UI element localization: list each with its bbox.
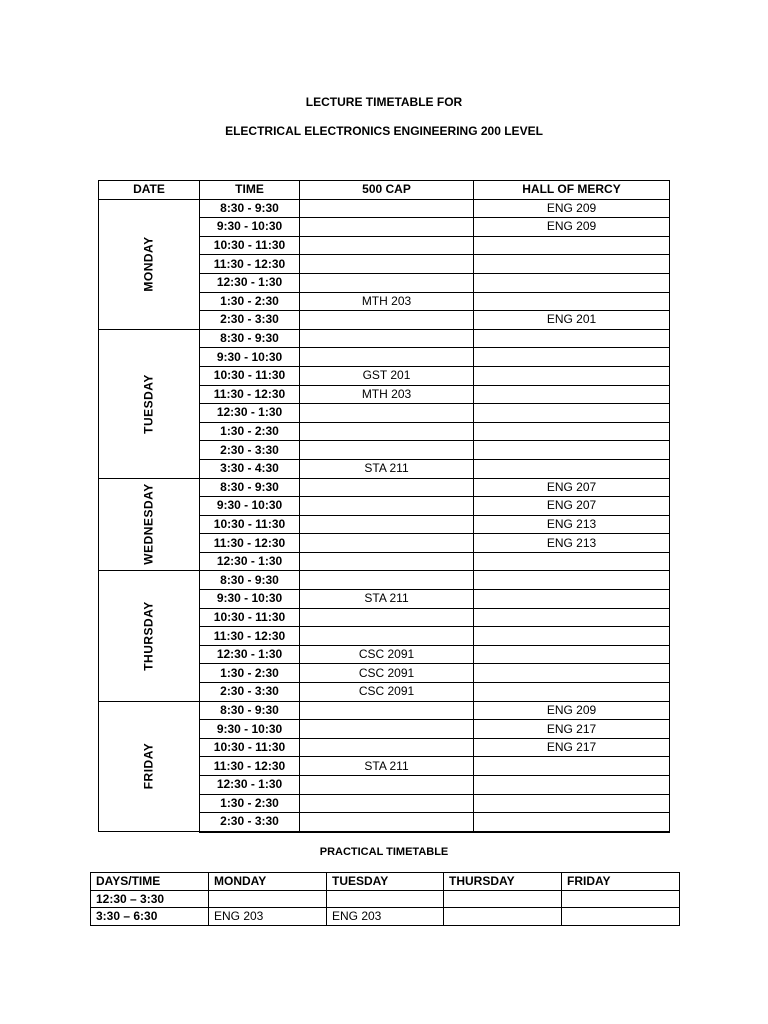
practical-title: PRACTICAL TIMETABLE [319,846,449,858]
practical-timetable [90,872,680,926]
cap-cell [300,813,474,832]
hall-cell: ENG 201 [474,311,670,330]
hall-cell [474,404,670,423]
practical-cell [444,908,562,926]
cap-cell [300,738,474,757]
time-cell: 3:30 - 4:30 [200,459,300,478]
time-cell: 10:30 - 11:30 [200,515,300,534]
hall-cell [474,422,670,441]
time-cell: 1:30 - 2:30 [200,664,300,683]
cap-cell [300,478,474,497]
lecture-header-row [99,181,670,200]
cap-cell: STA 211 [300,757,474,776]
cap-cell [300,534,474,553]
cap-cell: CSC 2091 [300,683,474,702]
cap-cell [300,329,474,348]
cap-cell [300,608,474,627]
cap-cell [300,404,474,423]
header-time: TIME [200,181,300,200]
time-cell: 2:30 - 3:30 [200,683,300,702]
practical-time-label: 3:30 – 6:30 [91,908,209,926]
hall-cell: ENG 207 [474,497,670,516]
hall-cell [474,757,670,776]
time-cell: 8:30 - 9:30 [200,199,300,218]
time-cell: 8:30 - 9:30 [200,571,300,590]
hall-cell [474,627,670,646]
time-cell: 10:30 - 11:30 [200,738,300,757]
time-cell: 9:30 - 10:30 [200,720,300,739]
hall-cell: ENG 209 [474,218,670,237]
cap-cell: GST 201 [300,366,474,385]
practical-cell: ENG 203 [327,908,444,926]
hall-cell [474,385,670,404]
cap-cell [300,497,474,516]
time-cell: 11:30 - 12:30 [200,627,300,646]
hall-cell [474,255,670,274]
cap-cell [300,348,474,367]
time-cell: 11:30 - 12:30 [200,757,300,776]
time-cell: 1:30 - 2:30 [200,794,300,813]
cap-cell [300,776,474,795]
time-cell: 1:30 - 2:30 [200,292,300,311]
hall-cell: ENG 217 [474,720,670,739]
day-cell [99,701,200,832]
timetable-subtitle: ELECTRICAL ELECTRONICS ENGINEERING 200 LEVEL [225,124,543,138]
time-cell: 10:30 - 11:30 [200,608,300,627]
hall-cell: ENG 209 [474,199,670,218]
time-cell: 12:30 - 1:30 [200,552,300,571]
time-cell: 12:30 - 1:30 [200,645,300,664]
cap-cell [300,515,474,534]
hall-cell [474,329,670,348]
day-cell [99,571,200,701]
table-row [99,571,670,590]
table-row [99,199,670,218]
cap-cell [300,273,474,292]
day-label: WEDNESDAY [141,483,156,566]
practical-row [91,890,680,908]
practical-cell [562,908,680,926]
hall-cell [474,273,670,292]
day-label: MONDAY [141,236,156,292]
cap-cell [300,720,474,739]
time-cell: 11:30 - 12:30 [200,534,300,553]
hall-cell [474,236,670,255]
cap-cell: STA 211 [300,590,474,609]
cap-cell [300,255,474,274]
lecture-timetable [98,180,670,833]
time-cell: 12:30 - 1:30 [200,273,300,292]
practical-cell [562,890,680,908]
cap-cell [300,199,474,218]
cap-cell [300,794,474,813]
practical-cell: ENG 203 [209,908,327,926]
header-500-cap: 500 CAP [300,181,474,200]
practical-header-friday: FRIDAY [562,873,680,891]
cap-cell [300,701,474,720]
cap-cell [300,236,474,255]
practical-header-thursday: THURSDAY [444,873,562,891]
day-label: FRIDAY [141,743,156,790]
hall-cell [474,571,670,590]
time-cell: 9:30 - 10:30 [200,218,300,237]
hall-cell [474,366,670,385]
header-date: DATE [99,181,200,200]
hall-cell [474,664,670,683]
practical-cell [444,890,562,908]
cap-cell: MTH 203 [300,385,474,404]
hall-cell [474,348,670,367]
cap-cell [300,422,474,441]
time-cell: 2:30 - 3:30 [200,311,300,330]
timetable-title: LECTURE TIMETABLE FOR [305,95,463,109]
cap-cell [300,311,474,330]
time-cell: 8:30 - 9:30 [200,329,300,348]
hall-cell [474,683,670,702]
cap-cell: STA 211 [300,459,474,478]
time-cell: 9:30 - 10:30 [200,348,300,367]
practical-header-tuesday: TUESDAY [327,873,444,891]
practical-time-label: 12:30 – 3:30 [91,890,209,908]
cap-cell [300,218,474,237]
table-row [99,329,670,348]
hall-cell: ENG 217 [474,738,670,757]
hall-cell [474,441,670,460]
time-cell: 11:30 - 12:30 [200,385,300,404]
table-row [99,478,670,497]
hall-cell [474,813,670,832]
day-cell [99,478,200,571]
time-cell: 9:30 - 10:30 [200,497,300,516]
practical-cell [209,890,327,908]
hall-cell: ENG 207 [474,478,670,497]
time-cell: 10:30 - 11:30 [200,366,300,385]
day-cell [99,199,200,329]
cap-cell [300,552,474,571]
cap-cell [300,441,474,460]
hall-cell [474,776,670,795]
practical-cell [327,890,444,908]
day-label: THURSDAY [141,601,156,671]
time-cell: 9:30 - 10:30 [200,590,300,609]
hall-cell [474,590,670,609]
hall-cell [474,608,670,627]
practical-header-days-time: DAYS/TIME [91,873,209,891]
cap-cell [300,627,474,646]
hall-cell [474,645,670,664]
practical-header-row [91,873,680,891]
hall-cell: ENG 209 [474,701,670,720]
cap-cell: CSC 2091 [300,645,474,664]
hall-cell [474,459,670,478]
header-hall-of-mercy: HALL OF MERCY [474,181,670,200]
cap-cell: CSC 2091 [300,664,474,683]
time-cell: 2:30 - 3:30 [200,813,300,832]
time-cell: 2:30 - 3:30 [200,441,300,460]
practical-header-monday: MONDAY [209,873,327,891]
hall-cell: ENG 213 [474,515,670,534]
day-cell [99,329,200,478]
time-cell: 11:30 - 12:30 [200,255,300,274]
table-row [99,701,670,720]
time-cell: 1:30 - 2:30 [200,422,300,441]
hall-cell [474,794,670,813]
day-label: TUESDAY [141,373,156,434]
time-cell: 12:30 - 1:30 [200,776,300,795]
time-cell: 12:30 - 1:30 [200,404,300,423]
time-cell: 8:30 - 9:30 [200,478,300,497]
time-cell: 10:30 - 11:30 [200,236,300,255]
cap-cell: MTH 203 [300,292,474,311]
practical-row [91,908,680,926]
time-cell: 8:30 - 9:30 [200,701,300,720]
hall-cell: ENG 213 [474,534,670,553]
hall-cell [474,552,670,571]
cap-cell [300,571,474,590]
hall-cell [474,292,670,311]
